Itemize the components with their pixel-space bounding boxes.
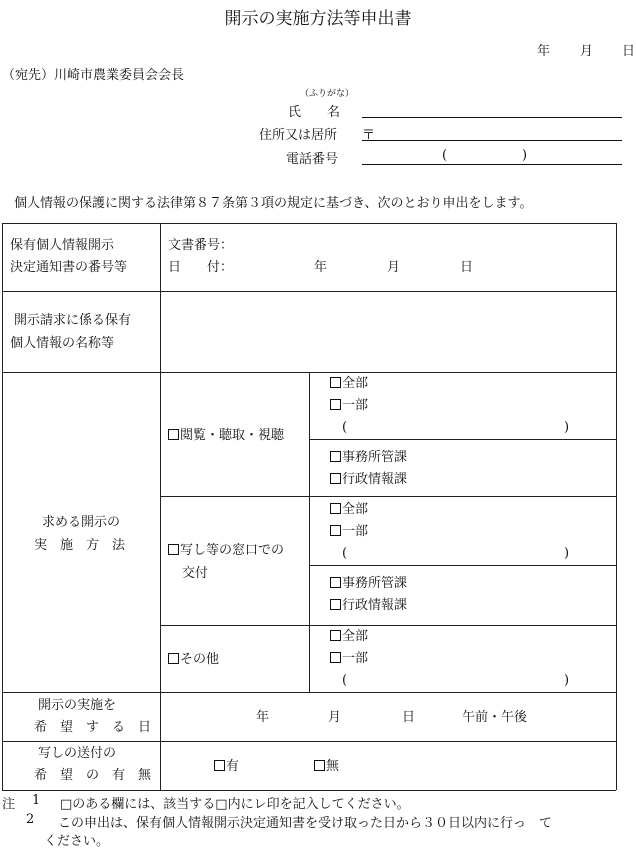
checkbox-icon[interactable] xyxy=(330,399,341,410)
option-other[interactable]: その他 xyxy=(168,649,219,671)
intro-text: 個人情報の保護に関する法律第８７条第３項の規定に基づき、次のとおり申出をします。 xyxy=(14,196,533,211)
addressee: （宛先）川崎市農業委員会会長 xyxy=(2,68,185,83)
note2-text-2: ください。 xyxy=(44,834,110,849)
copy-part[interactable]: 一部 xyxy=(330,521,368,543)
checkbox-icon[interactable] xyxy=(168,429,179,440)
checkbox-icon[interactable] xyxy=(168,544,179,555)
phone-paren-open: ( xyxy=(442,148,448,163)
copy-mail-no[interactable]: 無 xyxy=(314,756,339,778)
note2-number: 2 xyxy=(26,812,35,827)
checkbox-icon[interactable] xyxy=(330,377,341,388)
notice-number-label-1: 保有個人情報開示 xyxy=(10,238,115,253)
option-view[interactable]: 閲覧・聴取・視聴 xyxy=(168,425,284,447)
copy-paren-close: ) xyxy=(564,546,570,561)
other-part[interactable]: 一部 xyxy=(330,648,368,670)
checkbox-icon[interactable] xyxy=(330,473,341,484)
view-paren-close: ) xyxy=(564,420,570,435)
copy-office-section[interactable]: 事務所管課 xyxy=(330,573,407,595)
other-paren-close: ) xyxy=(564,673,570,688)
phone-field[interactable] xyxy=(362,164,622,165)
checkbox-icon[interactable] xyxy=(214,760,225,771)
checkbox-icon[interactable] xyxy=(330,525,341,536)
checkbox-icon[interactable] xyxy=(330,652,341,663)
date-day-label: 日 xyxy=(622,44,636,59)
copy-mail-label-1: 写しの送付の xyxy=(38,746,117,761)
address-label: 住所又は居所 xyxy=(259,128,338,143)
desired-month-label: 月 xyxy=(328,710,342,725)
note1-number: 1 xyxy=(32,793,41,808)
other-all[interactable]: 全部 xyxy=(330,626,368,648)
desired-year-label: 年 xyxy=(256,710,270,725)
desired-day-label: 日 xyxy=(402,710,416,725)
phone-paren-close: ) xyxy=(522,148,528,163)
view-admin-info-section[interactable]: 行政情報課 xyxy=(330,469,407,491)
checkbox-icon[interactable] xyxy=(330,630,341,641)
option-copy-line2: 交付 xyxy=(182,566,209,581)
info-name-label-1: 開示請求に係る保有 xyxy=(14,313,132,328)
date-year-label: 年 xyxy=(537,44,551,59)
notice-date-label: 日 付： xyxy=(168,260,234,275)
checkbox-icon[interactable] xyxy=(314,760,325,771)
copy-mail-label-2: 希 望 の 有 無 xyxy=(34,768,152,783)
copy-paren-open: ( xyxy=(342,546,348,561)
checkbox-icon[interactable] xyxy=(330,451,341,462)
page-title: 開示の実施方法等申出書 xyxy=(224,9,412,29)
copy-admin-info-section[interactable]: 行政情報課 xyxy=(330,595,407,617)
copy-all[interactable]: 全部 xyxy=(330,499,368,521)
name-label: 氏 名 xyxy=(288,105,341,120)
option-copy[interactable]: 写し等の窓口での xyxy=(168,540,284,562)
phone-label: 電話番号 xyxy=(286,152,339,167)
checkbox-icon[interactable] xyxy=(168,653,179,664)
notice-year-label: 年 xyxy=(314,260,328,275)
date-month-label: 月 xyxy=(580,44,594,59)
view-part[interactable]: 一部 xyxy=(330,395,368,417)
method-label-2: 実 施 方 法 xyxy=(34,538,126,553)
name-field[interactable] xyxy=(362,117,622,118)
checkbox-icon[interactable] xyxy=(330,577,341,588)
note2-text-1: この申出は、保有個人情報開示決定通知書を受け取った日から３０日以内に行っ て xyxy=(58,816,553,831)
postal-mark: 〒 xyxy=(362,128,376,143)
other-paren-open: ( xyxy=(342,673,348,688)
copy-mail-yes[interactable]: 有 xyxy=(214,756,239,778)
address-field[interactable] xyxy=(362,140,622,141)
note1-text: □のある欄には、該当する□内にレ印を記入してください。 xyxy=(60,797,410,812)
view-paren-open: ( xyxy=(342,420,348,435)
notice-number-label-2: 決定通知書の番号等 xyxy=(10,260,128,275)
notice-month-label: 月 xyxy=(387,260,401,275)
desired-date-label-1: 開示の実施を xyxy=(38,698,117,713)
view-office-section[interactable]: 事務所管課 xyxy=(330,447,407,469)
info-name-label-2: 個人情報の名称等 xyxy=(10,336,115,351)
furigana-label: （ふりがな） xyxy=(300,89,355,99)
view-all[interactable]: 全部 xyxy=(330,373,368,395)
desired-ampm: 午前・午後 xyxy=(462,710,528,725)
doc-number-label: 文書番号： xyxy=(168,238,234,253)
checkbox-icon[interactable] xyxy=(330,503,341,514)
method-label-1: 求める開示の xyxy=(42,515,121,530)
checkbox-icon[interactable] xyxy=(330,599,341,610)
notice-day-label: 日 xyxy=(460,260,474,275)
notes-prefix: 注 xyxy=(2,797,16,812)
desired-date-label-2: 希 望 す る 日 xyxy=(34,720,152,735)
